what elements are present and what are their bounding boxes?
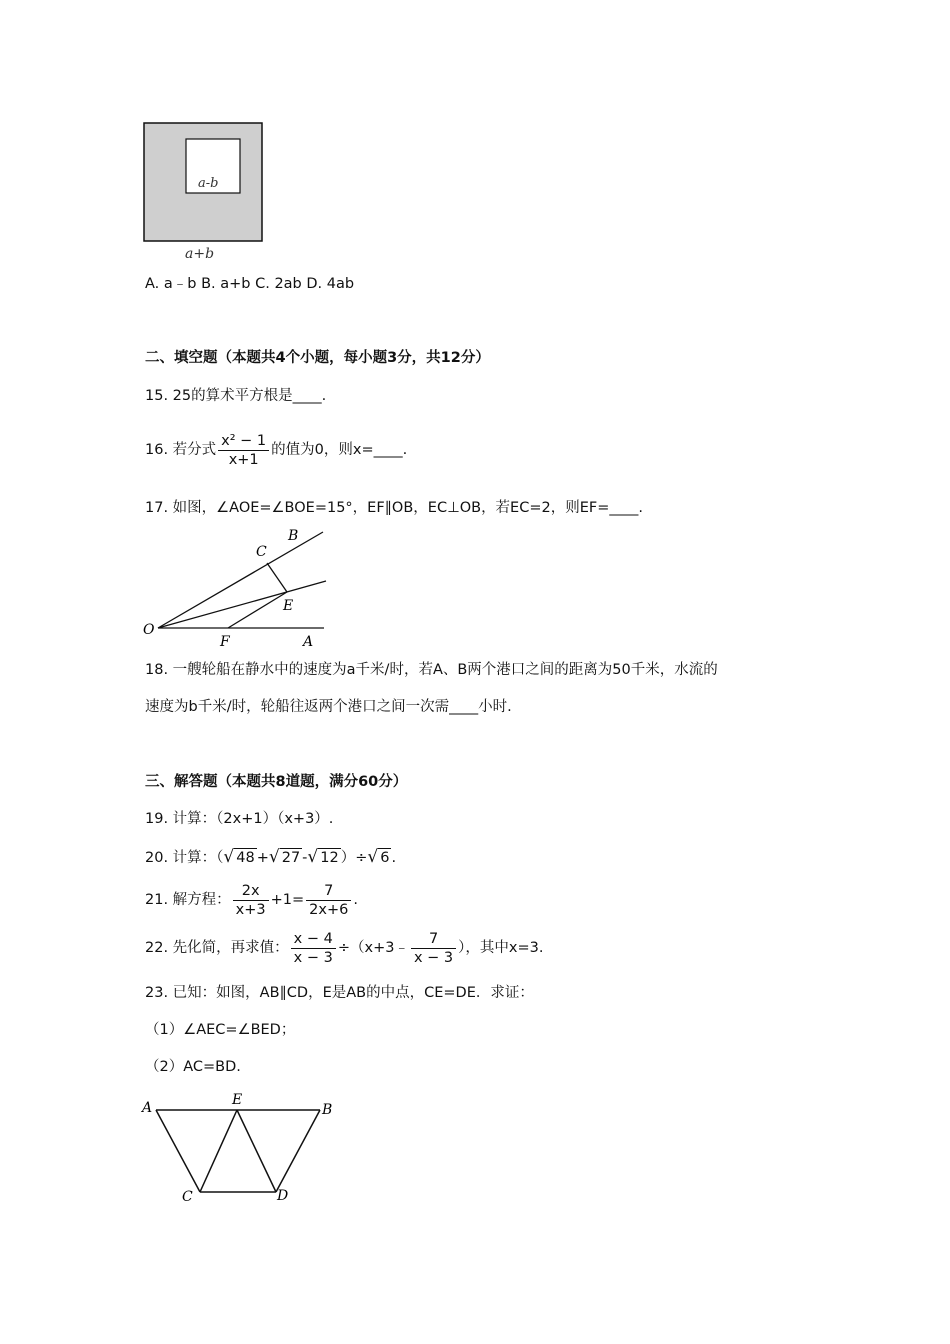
sqrt-icon: √ <box>367 847 379 867</box>
q22-fraction-1 <box>291 930 336 967</box>
label-O: O <box>143 622 155 638</box>
section3-heading: 三、解答题（本题共8道题，满分60分） <box>145 774 408 790</box>
q16-prefix: 16. 若分式 <box>145 442 217 458</box>
q22-div: ÷（x+3﹣ <box>337 940 409 956</box>
label-E: E <box>283 598 294 614</box>
question-20 <box>145 844 396 870</box>
label-D: D <box>277 1188 289 1204</box>
label-B: B <box>288 528 299 544</box>
q21-numerator-2: 7 <box>324 882 334 899</box>
q21-denominator-2: 2x+6 <box>306 900 351 919</box>
q20-mid: ）÷ <box>340 850 368 866</box>
q16-fraction <box>218 432 269 469</box>
q20-minus: - <box>302 850 308 866</box>
q22-numerator-2: 7 <box>428 930 439 947</box>
question-21 <box>145 877 358 923</box>
question-19: 19. 计算：（2x+1）（x+3）. <box>145 811 334 827</box>
q14-options: A. a﹣b B. a+b C. 2ab D. 4ab <box>145 276 355 292</box>
question-15: 15. 25的算术平方根是____. <box>145 388 327 404</box>
q20-end: . <box>391 850 397 866</box>
q20-radicand-2: 27 <box>281 850 301 866</box>
square-figure <box>140 118 270 263</box>
q20-plus: + <box>256 850 269 866</box>
q22-denominator-2: x − 3 <box>411 948 456 967</box>
q16-denominator: x+1 <box>218 450 269 469</box>
question-18-line1: 18. 一艘轮船在静水中的速度为a千米/时，若A、B两个港口之间的距离为50千米，水流的 <box>145 662 718 678</box>
q21-fraction-1 <box>233 882 269 919</box>
q22-numerator-1: x − 4 <box>293 930 333 947</box>
sqrt-icon: √ <box>223 847 235 867</box>
q16-suffix: 的值为0，则x=____. <box>271 442 408 458</box>
q20-radicand-1: 48 <box>236 850 255 866</box>
label-B: B <box>322 1102 333 1118</box>
q21-denominator-1: x+3 <box>233 900 269 919</box>
q21-numerator-1: 2x <box>241 882 260 899</box>
q20-prefix: 20. 计算：（ <box>145 850 224 866</box>
label-A: A <box>303 634 314 650</box>
q21-mid: +1= <box>270 892 305 908</box>
question-16 <box>145 425 407 475</box>
q20-radicand-4: 6 <box>380 850 390 866</box>
label-C: C <box>182 1189 193 1205</box>
outer-square-label: a+b <box>185 246 215 262</box>
q21-fraction-2 <box>306 882 351 919</box>
q22-fraction-2 <box>411 930 456 967</box>
inner-square-label: a-b <box>198 176 219 191</box>
q20-radicand-3: 12 <box>320 850 339 866</box>
label-F: F <box>220 634 230 650</box>
q21-prefix: 21. 解方程： <box>145 892 231 908</box>
label-C: C <box>256 544 267 560</box>
q16-numerator: x² − 1 <box>221 432 267 449</box>
sqrt-icon: √ <box>307 847 319 867</box>
q22-denominator-1: x − 3 <box>291 948 336 967</box>
question-22 <box>145 925 543 971</box>
trapezoid-figure <box>140 1088 350 1213</box>
question-23-part2: （2）AC=BD. <box>145 1059 241 1075</box>
q22-end: ），其中x=3. <box>458 940 544 956</box>
q22-prefix: 22. 先化简，再求值： <box>145 940 289 956</box>
sqrt-icon: √ <box>268 847 280 867</box>
label-A: A <box>142 1100 153 1116</box>
label-E: E <box>232 1092 243 1108</box>
q21-end: . <box>353 892 358 908</box>
question-18-line2: 速度为b千米/时，轮船往返两个港口之间一次需____小时. <box>145 699 512 715</box>
angle-figure <box>140 522 340 652</box>
section2-heading: 二、填空题（本题共4个小题，每小题3分，共12分） <box>145 350 490 366</box>
question-17: 17. 如图，∠AOE=∠BOE=15°，EF∥OB，EC⊥OB，若EC=2，则EF=____. <box>145 500 643 516</box>
question-23-part1: （1）∠AEC=∠BED； <box>145 1022 296 1038</box>
question-23: 23. 已知：如图，AB∥CD，E是AB的中点，CE=DE．求证： <box>145 985 534 1001</box>
